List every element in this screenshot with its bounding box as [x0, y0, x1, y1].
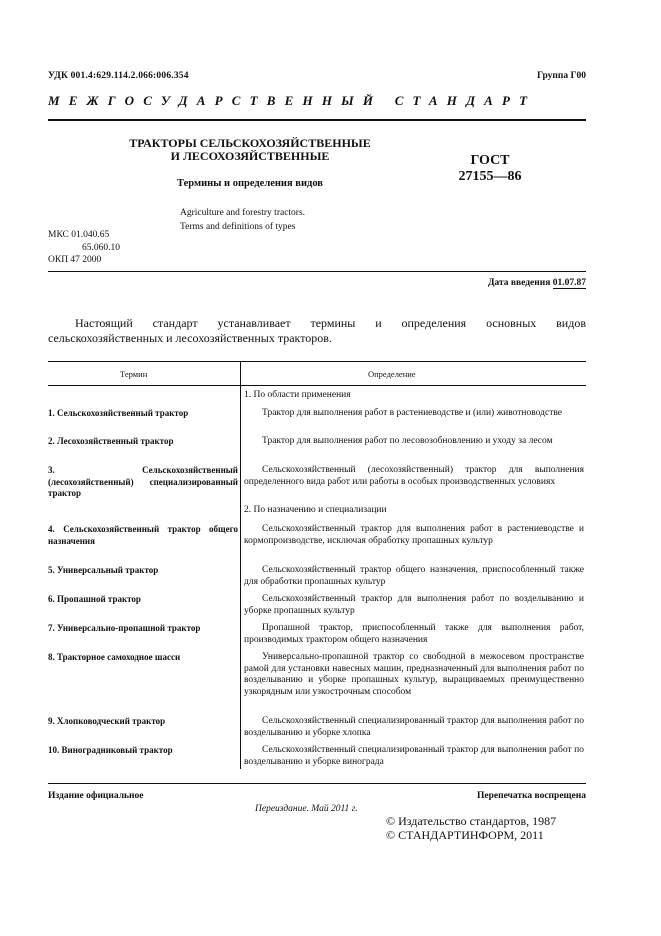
term-3: 3. Сельскохозяйственный (лесохозяйственный) специализированный трактор [48, 465, 238, 498]
intro-paragraph: Настоящий стандарт устанавливает термины и определения основных видов сельскохозяйственных и лесохозяйственных тракторов. [48, 316, 586, 345]
definition-8: Универсально-пропашной трактор со свободной в межосевом пространстве рамой для установки навесных машин, предназначенный для выполнения работ по возделыванию и уборке пропашных культур, выращиваемых преимущественно узкорядным или узкострочным способом [244, 652, 584, 697]
effective-date-label: Дата введения [487, 278, 551, 288]
english-title-line-2: Terms and definitions of types [180, 222, 296, 232]
top-rule [48, 119, 586, 121]
table-column-divider [240, 361, 241, 769]
terms-table [48, 361, 586, 769]
mks-code-2: 65.060.10 [82, 242, 120, 253]
english-title [180, 206, 305, 234]
definition-3: Сельскохозяйственный (лесохозяйственный) трактор для выполнения определенного вида работ или работы в особых производственных условиях [244, 465, 584, 487]
definition-10: Сельскохозяйственный специализированный трактор для выполнения работ по возделыванию и уборке винограда [244, 745, 584, 767]
table-header-line [48, 385, 586, 386]
column-header-definition: Определение [368, 369, 416, 379]
term-8: 8. Тракторное самоходное шасси [48, 652, 181, 662]
definition-1: Трактор для выполнения работ в растениеводстве и (или) животноводстве [262, 408, 563, 418]
term-4: 4. Сельскохозяйственный трактор общего назначения [48, 524, 238, 546]
title-line-1: ТРАКТОРЫ СЕЛЬСКОХОЗЯЙСТВЕННЫЕ [129, 136, 371, 150]
gost-number: 27155—86 [458, 169, 522, 184]
term-2: 2. Лесохозяйственный трактор [48, 436, 174, 446]
column-header-term: Термин [120, 369, 148, 379]
group-code: Группа Г00 [537, 71, 586, 81]
reprint-notice: Перепечатка воспрещена [476, 791, 586, 801]
definition-5: Сельскохозяйственный трактор общего назначения, приспособленный также для обработки пропашных культур [244, 565, 584, 587]
definition-7: Пропашной трактор, приспособленный также для выполнения работ, производимых трактором общего назначения [244, 623, 584, 645]
document-subtitle: Термины и определения видов [177, 178, 323, 189]
definition-2: Трактор для выполнения работ по лесовозобновлению и уходу за лесом [262, 436, 553, 446]
term-7: 7. Универсально-пропашной трактор [48, 623, 201, 633]
term-9: 9. Хлопководческий трактор [48, 716, 166, 726]
term-1: 1. Сельскохозяйственный трактор [48, 408, 189, 418]
bottom-rule [48, 783, 586, 784]
reissue-note: Переиздание. Май 2011 г. [255, 804, 358, 814]
copyright-line-2: © СТАНДАРТИНФОРМ, 2011 [386, 828, 544, 842]
term-10: 10. Виноградниковый трактор [48, 745, 173, 755]
document-title [110, 137, 390, 163]
effective-date [488, 278, 586, 288]
section-heading-2: 2. По назначению и специализации [244, 505, 387, 515]
standard-type-line: МЕЖГОСУДАРСТВЕННЫЙ СТАНДАРТ [48, 93, 537, 108]
gost-label: ГОСТ [470, 153, 510, 168]
okp-code: ОКП 47 2000 [48, 255, 102, 265]
copyright-line-1: © Издательство стандартов, 1987 [386, 814, 557, 828]
definition-4: Сельскохозяйственный трактор для выполнения работ в растениеводстве и кормопроизводстве, исключая обработку пропашных культур [244, 524, 584, 546]
english-title-line-1: Agriculture and forestry tractors. [180, 208, 306, 218]
mks-code-1: МКС 01.040.65 [48, 230, 110, 240]
udk-code: УДК 001.4:629.114.2.066:006.354 [48, 71, 189, 81]
middle-rule [48, 271, 586, 272]
section-heading-1: 1. По области применения [244, 390, 351, 400]
gost-designation [440, 153, 540, 185]
title-line-2: И ЛЕСОХОЗЯЙСТВЕННЫЕ [170, 149, 330, 163]
edition-label: Издание официальное [48, 791, 144, 801]
classification-codes [48, 229, 120, 267]
definition-9: Сельскохозяйственный специализированный трактор для выполнения работ по возделыванию и уборке хлопка [244, 716, 584, 738]
term-5: 5. Универсальный трактор [48, 565, 159, 575]
effective-date-value: 01.07.87 [552, 278, 586, 288]
table-top-line [48, 361, 586, 362]
term-6: 6. Пропашной трактор [48, 594, 141, 604]
definition-6: Сельскохозяйственный трактор для выполнения работ по возделыванию и уборке пропашных культур [244, 594, 584, 616]
